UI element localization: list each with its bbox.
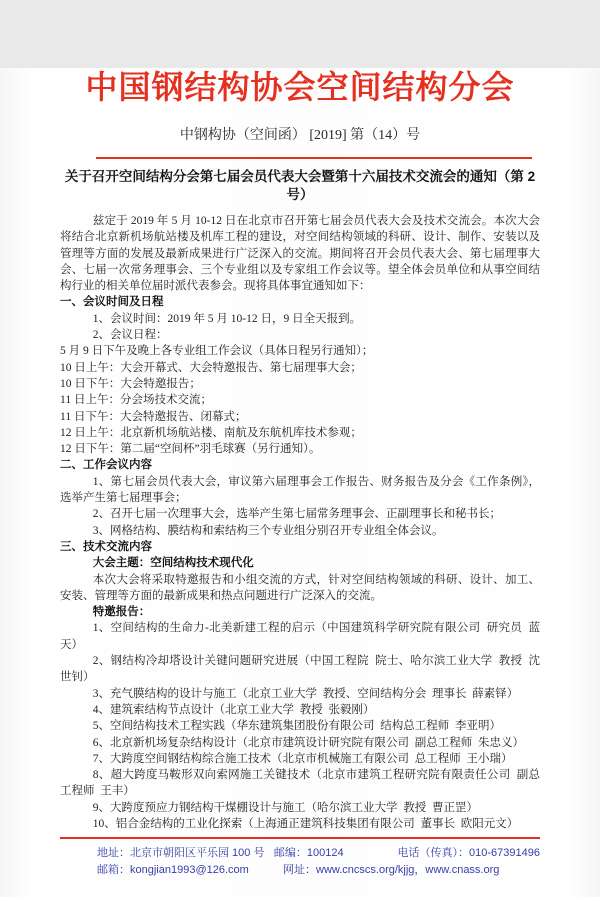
footer-postcode <box>274 845 398 862</box>
report-item: 5、空间结构技术工程实践（华东建筑集团股份有限公司 结构总工程师 李亚明） <box>92 720 502 733</box>
postcode-value: 100124 <box>306 847 344 860</box>
section1-item-agenda: 2、会议日程： <box>92 329 168 342</box>
schedule-line: 5 月 9 日下午及晚上各专业组工作会议（具体日程另行通知）； <box>60 345 374 358</box>
document-body <box>60 213 540 832</box>
section3-reports-label: 特邀报告： <box>92 606 151 619</box>
section2-item: 2、召开七届一次理事大会，选举产生第七届常务理事会、正副理事长和秘书长； <box>92 508 502 521</box>
address-value: 北京市朝阳区平乐园 100 号 <box>130 847 265 860</box>
report-item: 4、建筑索结构节点设计（北京工业大学 教授 张毅刚） <box>92 703 375 716</box>
web-value: www.cncscs.org/kjjg，www.cnass.org <box>316 864 500 877</box>
intro-paragraph: 兹定于 2019 年 5 月 10-12 日在北京市召开第七届会员代表大会及技术交流会。本次大会将结合北京新机场航站楼及机库工程的建设，对空间结构领域的科研、设计、制作、安装以及管理等方面的发展及最新成果进行广泛深入的交流。期间将召开会员代表大会、第七届理事大会、七届一次常务理事会、三个专业组以及专家组工作会议等。望全体会员单位和从事空间结构行业的相关单位届时派代表参会。现将具体事宜通知如下： <box>60 215 540 293</box>
report-item: 10、铝合金结构的工业化探索（上海通正建筑科技集团有限公司 董事长 欧阳元文） <box>92 817 519 830</box>
report-item: 2、钢结构冷却塔设计关键问题研究进展（中国工程院 院士、哈尔滨工业大学 教授 沈世钊） <box>60 655 540 684</box>
schedule-line: 11 日下午：大会特邀报告、闭幕式； <box>60 410 247 423</box>
phone-label: 电话（传真）： <box>397 847 470 860</box>
footer-divider-rule <box>60 837 540 839</box>
footer-website <box>283 862 540 879</box>
footer-phone <box>398 845 540 862</box>
footer-row-2 <box>97 862 540 879</box>
schedule-line: 10 日下午：大会特邀报告； <box>60 377 201 390</box>
schedule-line: 12 日上午：北京新机场航站楼、南航及东航机库技术参观； <box>60 426 362 439</box>
report-item: 9、大跨度预应力钢结构干煤棚设计与施工（哈尔滨工业大学 教授 曹正罡） <box>92 801 479 814</box>
report-item: 7、大跨度空间钢结构综合施工技术（北京市机械施工有限公司 总工程师 王小瑞） <box>92 752 513 765</box>
section1-title: 一、会议时间及日程 <box>60 296 164 309</box>
section2-item: 1、第七届会员代表大会，审议第六届理事会工作报告、财务报告及分会《工作条例》，选举产生第七届理事会； <box>60 475 540 505</box>
section1-item-time: 1、会议时间：2019 年 5 月 10-12 日，9 日全天报到。 <box>92 312 362 325</box>
footer-address <box>97 845 274 862</box>
report-item: 8、超大跨度马鞍形双向索网施工关键技术（北京市建筑工程研究院有限责任公司 副总工程师 王丰） <box>60 769 540 798</box>
footer-row-1 <box>97 845 540 862</box>
document-content <box>60 68 540 879</box>
header-divider-rule <box>96 157 532 159</box>
report-item: 3、充气膜结构的设计与施工（北京工业大学 教授、空间结构分会 理事长 薛素铎） <box>92 687 519 700</box>
footer-email <box>97 862 283 879</box>
section3-theme: 大会主题：空间结构技术现代化 <box>92 557 254 570</box>
section2-item: 3、网格结构、膜结构和索结构三个专业组分别召开专业组全体会议。 <box>92 524 444 537</box>
document-page <box>0 68 600 897</box>
report-item: 6、北京新机场复杂结构设计（北京市建筑设计研究院有限公司 副总工程师 朱忠义） <box>92 736 525 749</box>
email-value: kongjian1993@126.com <box>130 864 249 877</box>
schedule-line: 10 日上午：大会开幕式、大会特邀报告、第七届理事大会； <box>60 361 362 374</box>
footer <box>97 845 540 879</box>
section3-intro: 本次大会将采取特邀报告和小组交流的方式，针对空间结构领域的科研、设计、加工、安装、管理等方面的最新成果和热点问题进行广泛深入的交流。 <box>60 573 540 602</box>
schedule-line: 11 日上午：分会场技术交流； <box>60 394 212 407</box>
web-label: 网址： <box>283 864 316 877</box>
postcode-label: 邮编： <box>273 847 307 860</box>
subject-title: 关于召开空间结构分会第七届会员代表大会暨第十六届技术交流会的通知（第 2 号） <box>64 169 536 202</box>
report-item: 1、空间结构的生命力-北美新建工程的启示（中国建筑科学研究院有限公司 研究员 蓝天） <box>60 622 540 651</box>
section2-title: 二、工作会议内容 <box>60 459 152 472</box>
schedule-line: 12 日下午：第二届“空间杯”羽毛球赛（另行通知）。 <box>60 443 321 456</box>
org-title: 中国钢结构协会空间结构分会 <box>85 69 515 105</box>
section3-title: 三、技术交流内容 <box>60 540 152 553</box>
doc-number: 中钢构协（空间函） [2019] 第（14）号 <box>179 128 421 143</box>
email-label: 邮箱： <box>97 864 130 877</box>
address-label: 地址： <box>97 847 130 860</box>
phone-value: 010-67391496 <box>469 847 540 860</box>
